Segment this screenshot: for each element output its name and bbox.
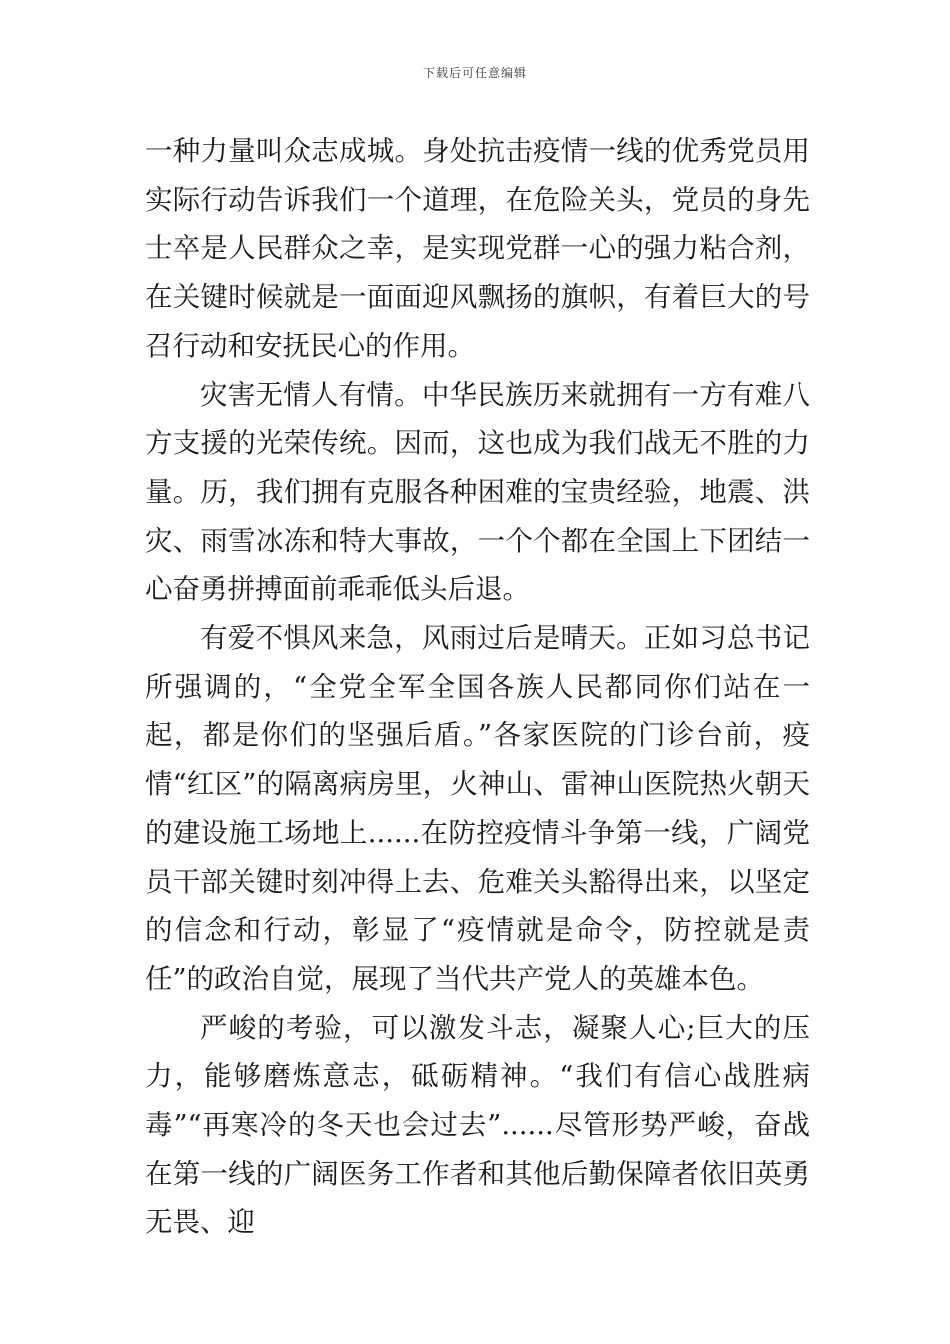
document-body [145,127,810,1247]
paragraph-2: 灾害无情人有情。中华民族历来就拥有一方有难八方支援的光荣传统。因而，这也成为我们战无不胜的力量。历，我们拥有克服各种困难的宝贵经验，地震、洪灾、雨雪冰冻和特大事故，一个个都在全国上下团结一心奋勇拼搏面前乖乖低头后退。 [145,378,810,606]
page-header-note: 下载后可任意编辑 [422,66,527,80]
paragraph-1: 一种力量叫众志成城。身处抗击疫情一线的优秀党员用实际行动告诉我们一个道理，在危险关头，党员的身先士卒是人民群众之幸，是实现党群一心的强力粘合剂，在关键时候就是一面面迎风飘扬的旗帜，有着巨大的号召行动和安抚民心的作用。 [145,135,810,362]
paragraph-4: 严峻的考验，可以激发斗志，凝聚人心;巨大的压力，能够磨炼意志，砥砺精神。“我们有信心战胜病毒”“再寒冷的冬天也会过去”......尽管形势严峻，奋战在第一线的广阔医务工作者和其他后勤保障者依旧英勇无畏、迎 [145,1011,810,1239]
paragraph-3: 有爱不惧风来急，风雨过后是晴天。正如习总书记所强调的，“全党全军全国各族人民都同你们站在一起，都是你们的坚强后盾。”各家医院的门诊台前，疫情“红区”的隔离病房里，火神山、雷神山医院热火朝天的建设施工场地上......在防控疫情斗争第一线，广阔党员干部关键时刻冲得上去、危难关头豁得出来，以坚定的信念和行动，彰显了“疫情就是命令，防控就是责任”的政治自觉，展现了当代共产党人的英雄本色。 [145,622,810,995]
